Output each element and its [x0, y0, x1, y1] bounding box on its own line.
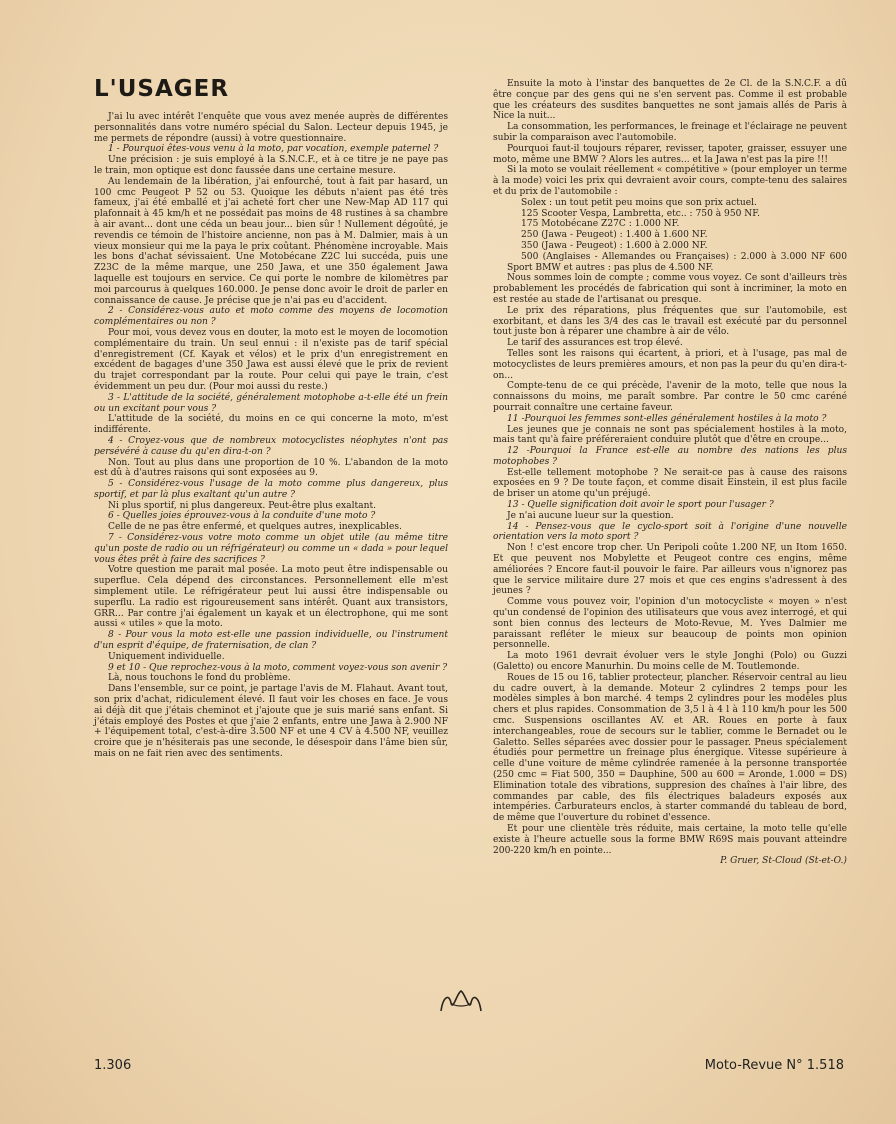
paragraph: La consommation, les performances, le freinage et l'éclairage ne peuvent subir la comparaison avec l'automobile.: [493, 122, 847, 143]
paragraph: Les jeunes que je connais ne sont pas spécialement hostiles à la moto, mais tant qu'à faire préféreraient conduire plutôt que d'être en croupe...: [493, 424, 847, 446]
price-line: 350 (Jawa - Peugeot) : 1.600 à 2.000 NF.: [521, 240, 708, 251]
paragraph: Compte-tenu de ce qui précède, l'avenir de la moto, telle que nous la connaissons du moins, me paraît sombre. Par contre le 50 cmc caréné pourrait connaître une certaine faveur.: [493, 381, 847, 413]
question: 3 - L'attitude de la société, généralement motophobe a-t-elle été un frein ou un excitant pour vous ?: [94, 392, 448, 414]
question: 5 - Considérez-vous l'usage de la moto comme plus dangereux, plus sportif, et par là plus exaltant qu'un autre ?: [94, 479, 448, 500]
question: 9 et 10 - Que reprochez-vous à la moto, comment voyez-vous son avenir ?: [108, 662, 448, 673]
paragraph: Si la moto se voulait réellement « compétitive » (pour employer un terme à la mode) voici les prix qui devraient avoir cours, compte-tenu des salaires et du prix de l'automobile :: [493, 165, 847, 197]
paragraph: Comme vous pouvez voir, l'opinion d'un motocycliste « moyen » n'est qu'un condensé de l'opinion des utilisateurs que vous avez interrogé, et qui sont bien connus des lecteurs de Moto-Revue, M. Yves Dalmier me paraissant refléter le mieux sur beaucoup de points mon opinion personnelle.: [493, 597, 847, 651]
paragraph: Votre question me parait mal posée. La moto peut être indispensable ou superflue. Cela dépend des circonstances. Personnellement elle m'est simplement utile. Le réfrigérateur peut lui aussi être indispensable ou superflu. La radio est rigoureusement sans intérêt. Quant aux transistors, GRR... Par contre j'ai également un kayak et un électrophone, qui me sont aussi « utiles » que la moto.: [94, 565, 448, 630]
question: 14 - Pensez-vous que le cyclo-sport soit à l'origine d'une nouvelle orientation vers la moto sport ?: [493, 521, 847, 543]
paragraph: Pourquoi faut-il toujours réparer, revisser, tapoter, graisser, essuyer une moto, même une BMW ? Alors les autres... et la Jawa n'est pas la pire !!!: [493, 143, 847, 165]
price-line: Solex : un tout petit peu moins que son prix actuel.: [521, 197, 757, 208]
paragraph: Dans l'ensemble, sur ce point, je partage l'avis de M. Flahaut. Avant tout, son prix d'achat, ridiculement élevé. Il faut voir les choses en face. Je vous ai déjà dit que j'étais cheminot et j'ajoute que je suis marié sans enfant. Si j'étais employé des Postes et que j'aie 2 enfants, entre une Jawa à 2.900 NF + l'équipement total, c'est-à-dire 3.500 NF et une 4 CV à 4.500 NF, veuillez croire que je n'hésiterais pas une seconde, le désespoir dans l'âme bien sûr, mais on ne fait rien avec des sentiments.: [94, 684, 448, 760]
question: 11 -Pourquoi les femmes sont-elles généralement hostiles à la moto ?: [507, 413, 827, 424]
ornament-logo: [437, 985, 485, 1015]
paragraph: Telles sont les raisons qui écartent, à priori, et à l'usage, pas mal de motocyclistes de leurs premières amours, et non pas la peur du qu'en dira-t-on...: [493, 348, 847, 381]
signature: P. Gruer, St-Cloud (St-et-O.): [720, 856, 847, 867]
paragraph: Le prix des réparations, plus fréquentes que sur l'automobile, est exorbitant, et dans les 3/4 des cas le travail est exécuté par du personnel tout juste bon à réparer une chambre à air de vélo.: [493, 305, 847, 338]
paragraph: Une précision : je suis employé à la S.N.C.F., et à ce titre je ne paye pas le train, mon optique est donc faussée dans une certaine mesure.: [94, 155, 448, 176]
paragraph: Non. Tout au plus dans une proportion de 10 %. L'abandon de la moto est dû à d'autres raisons qui sont exposées au 9.: [94, 457, 448, 479]
paragraph: Ni plus sportif, ni plus dangereux. Peut-être plus exaltant.: [108, 500, 376, 511]
price-line: 500 (Anglaises - Allemandes ou Françaises) : 2.000 à 3.000 NF 600 Sport BMW et autres : pas plus de 4.500 NF.: [507, 251, 847, 273]
left-column: [94, 112, 448, 760]
article-title: L'USAGER: [94, 76, 230, 102]
question: 7 - Considérez-vous votre moto comme un objet utile (au même titre qu'un poste de radio ou un réfrigérateur) ou comme un « dada » pour lequel vous êtes prêt à faire des sacrifices ?: [94, 533, 448, 565]
paragraph: Je n'ai aucune lueur sur la question.: [507, 510, 674, 521]
paragraph: Au lendemain de la libération, j'ai enfourché, tout à fait par hasard, un 100 cmc Peugeot P 52 ou 53. Quoique les débuts n'aient pas été très fameux, j'ai été emballé et j'ai acheté fort cher une New-Map AD 117 qui plafonnait à 45 km/h et ne possédait pas moins de 48 rustines à sa chambre à air avant... dont une céda un beau jour... bien sûr ! Nullement dégoûté, je revendis ce témoin de l'histoire ancienne, non pas à M. Dalmier, mais à un vieux monsieur qui me la paya le prix coûtant. Phénomène incroyable. Mais les bons d'achat sévissaient. Une Motobécane Z2C lui succéda, puis une Z23C de la même marque, une 250 Jawa, et une 350 également Jawa laquelle est toujours en service. Ce qui porte le nombre de kilomètres par moi parcourus à quelques 160.000. Je pense donc avoir le droit de parler en connaissance de cause. Je précise que je n'ai pas eu d'accident.: [94, 176, 448, 306]
paragraph: Non ! c'est encore trop cher. Un Peripoli coûte 1.200 NF, un Itom 1650. Et que peuvent nos Mobylette et Peugeot contre ces engins, même améliorées ? Encore faut-il pouvoir le faire. Par ailleurs vous n'ignorez pas que le service militaire dure 27 mois et que ces engins s'adressent à des jeunes ?: [493, 543, 847, 597]
question: 4 - Croyez-vous que de nombreux motocyclistes néophytes n'ont pas persévéré à cause du qu'en dira-t-on ?: [94, 435, 448, 457]
price-line: 250 (Jawa - Peugeot) : 1.400 à 1.600 NF.: [521, 230, 708, 241]
paragraph: Roues de 15 ou 16, tablier protecteur, plancher. Réservoir central au lieu du cadre ouvert, à la demande. Moteur 2 cylindres 2 temps pour les modèles simples à bon marché. 4 temps 2 cylindres pour les modèles plus chers et plus rapides. Consommation de 3,5 l à 4 l à 110 km/h pour les 500 cmc. Suspensions oscillantes AV. et AR. Roues en porte à faux interchangeables, roue de secours sur le tablier, comme le Bernadet ou le Galetto. Selles séparées avec dossier pour le passager. Pneus spécialement étudiés pour permettre un freinage plus énergique. Vitesse supérieure à celle d'une voiture de même cylindrée ramenée à la personne transportée (250 cmc = Fiat 500, 350 = Dauphine, 500 au 600 = Aronde, 1.000 = DS) Elimination totale des vibrations, suppresion des chaînes à l'air libre, des commandes par cable, des fils électriques baladeurs exposés aux intempéries. Carburateurs enclos, à starter commandé du tableau de bord, de même que l'ouverture du robinet d'essence.: [493, 672, 847, 824]
paragraph: Nous sommes loin de compte ; comme vous voyez. Ce sont d'ailleurs très probablement les procédés de fabrication qui sont à incriminer, la moto en est restée au stade de l'artisanat ou presque.: [493, 273, 847, 305]
paragraph: Le tarif des assurances est trop élevé.: [507, 338, 683, 349]
paragraph: L'attitude de la société, du moins en ce qui concerne la moto, m'est indifférente.: [94, 414, 448, 436]
paragraph: Uniquement individuelle.: [108, 651, 225, 662]
paragraph: Là, nous touchons le fond du problème.: [108, 673, 291, 684]
paragraph: Est-elle tellement motophobe ? Ne serait-ce pas à cause des raisons exposées en 9 ? De toute façon, et comme disait Einstein, il est plus facile de briser un atome qu'un préjugé.: [493, 467, 847, 500]
question: 6 - Quelles joies éprouvez-vous à la conduite d'une moto ?: [108, 511, 376, 522]
page-number: 1.306: [94, 1058, 132, 1073]
paragraph: Ensuite la moto à l'instar des banquettes de 2e Cl. de la S.N.C.F. a dû être conçue par des gens qui ne s'en servent pas. Comme il est probable que les créateurs des susdites banquettes ne sont jamais allés de Paris à Nice la nuit...: [493, 79, 847, 122]
question: 1 - Pourquoi êtes-vous venu à la moto, par vocation, exemple paternel ?: [108, 144, 439, 155]
paragraph: La moto 1961 devrait évoluer vers le style Jonghi (Polo) ou Guzzi (Galetto) ou encore Manurhin. Du moins celle de M. Toutlemonde.: [493, 651, 847, 673]
paragraph: Et pour une clientèle très réduite, mais certaine, la moto telle qu'elle existe à l'heure actuelle sous la forme BMW R69S mais pouvant atteindre 200-220 km/h en pointe...: [493, 823, 847, 856]
question: 8 - Pour vous la moto est-elle une passion individuelle, ou l'instrument d'un esprit d'équipe, de fraternisation, de clan ?: [94, 630, 448, 652]
question: 2 - Considérez-vous auto et moto comme des moyens de locomotion complémentaires ou non ?: [94, 306, 448, 328]
paragraph: Pour moi, vous devez vous en douter, la moto est le moyen de locomotion complémentaire du train. Un seul ennui : il n'existe pas de tarif spécial d'enregistrement (Cf. Kayak et vélos) et le prix d'un enregistrement en excédent de bagages d'une 350 Jawa est aussi élevé que le prix de revient du trajet correspondant par la route. Pour celui qui paye le train, c'est évidemment un peu dur. (Pour moi aussi du reste.): [94, 327, 448, 392]
right-column: [493, 79, 847, 867]
paragraph: Celle de ne pas être enfermé, et quelques autres, inexplicables.: [108, 522, 402, 533]
price-line: 175 Motobécane Z27C : 1.000 NF.: [521, 219, 680, 230]
price-line: 125 Scooter Vespa, Lambretta, etc.. : 750 à 950 NF.: [521, 208, 761, 219]
question: 13 - Quelle signification doit avoir le sport pour l'usager ?: [507, 500, 774, 511]
magazine-reference: Moto-Revue N° 1.518: [704, 1058, 844, 1073]
paragraph: J'ai lu avec intérêt l'enquête que vous avez menée auprès de différentes personnalités dans votre numéro spécial du Salon. Lecteur depuis 1945, je me permets de répondre (aussi) à votre questionnaire.: [94, 112, 448, 144]
question: 12 -Pourquoi la France est-elle au nombre des nations les plus motophobes ?: [493, 446, 847, 467]
